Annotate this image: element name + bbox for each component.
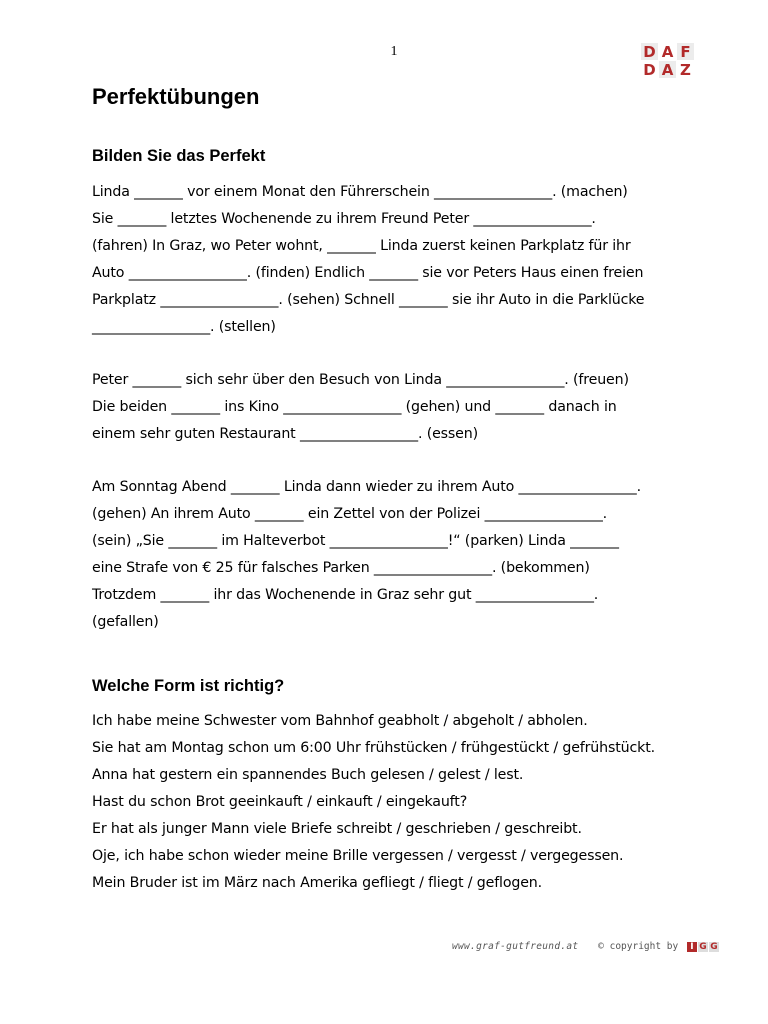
exercise-paragraph-1 [92, 179, 712, 341]
exercise-line: Auto _________________. (finden) Endlich _______ sie vor Peters Haus einen freien [92, 265, 644, 281]
exercise-line: Trotzdem _______ ihr das Wochenende in Graz sehr gut _________________. [92, 587, 599, 603]
page-number: 1 [390, 44, 398, 59]
copyright-text: © copyright by [598, 941, 679, 952]
section-heading-welche-form: Welche Form ist richtig? [92, 677, 285, 695]
exercise-line: Am Sonntag Abend _______ Linda dann wieder zu ihrem Auto _________________. [92, 479, 641, 495]
page-footer [452, 941, 719, 952]
section-heading-perfekt: Bilden Sie das Perfekt [92, 147, 266, 165]
website-link[interactable]: www.graf-gutfreund.at [452, 941, 579, 952]
page-title: Perfektübungen [92, 84, 260, 109]
choice-line: Er hat als junger Mann viele Briefe schreibt / geschrieben / geschreibt. [92, 821, 582, 837]
exercise-line: (gefallen) [92, 614, 159, 630]
choice-line: Anna hat gestern ein spannendes Buch gelesen / gelest / lest. [92, 767, 524, 783]
logo-letter: A [659, 61, 676, 78]
exercise-line: einem sehr guten Restaurant _________________. (essen) [92, 426, 478, 442]
exercise-paragraph-3 [92, 474, 712, 636]
choice-line: Sie hat am Montag schon um 6:00 Uhr frühstücken / frühgestückt / gefrühstückt. [92, 740, 655, 756]
exercise-line: Parkplatz _________________. (sehen) Schnell _______ sie ihr Auto in die Parklücke [92, 292, 645, 308]
logo-letter: D [641, 61, 658, 78]
exercise-line: (fahren) In Graz, wo Peter wohnt, _______ Linda zuerst keinen Parkplatz für ihr [92, 238, 631, 254]
exercise-line: Linda _______ vor einem Monat den Führerschein _________________. (machen) [92, 184, 628, 200]
choice-line: Ich habe meine Schwester vom Bahnhof geabholt / abgeholt / abholen. [92, 713, 588, 729]
daf-daz-logo [641, 43, 694, 78]
choice-line: Hast du schon Brot geeinkauft / einkauft / eingekauft? [92, 794, 468, 810]
igg-logo-letter: G [699, 941, 707, 952]
logo-letter: A [659, 43, 676, 60]
choice-line: Mein Bruder ist im März nach Amerika gefliegt / fliegt / geflogen. [92, 875, 543, 891]
exercise-line: Peter _______ sich sehr über den Besuch von Linda _________________. (freuen) [92, 372, 629, 388]
exercise-line: Die beiden _______ ins Kino _________________ (gehen) und _______ danach in [92, 399, 617, 415]
igg-logo [687, 942, 719, 952]
exercise-paragraph-2 [92, 367, 712, 448]
igg-logo-letter: I [687, 942, 697, 952]
logo-letter: Z [677, 61, 694, 78]
exercise-line: (gehen) An ihrem Auto _______ ein Zettel von der Polizei _________________. [92, 506, 608, 522]
logo-letter: F [677, 43, 694, 60]
exercise-line: Sie _______ letztes Wochenende zu ihrem Freund Peter _________________. [92, 211, 596, 227]
igg-logo-letter: G [710, 941, 718, 952]
exercise-line: _________________. (stellen) [92, 319, 276, 335]
exercise-line: eine Strafe von € 25 für falsches Parken _________________. (bekommen) [92, 560, 590, 576]
logo-letter: D [641, 43, 658, 60]
exercise-line: (sein) „Sie _______ im Halteverbot _________________!“ (parken) Linda _______ [92, 533, 619, 549]
choice-line: Oje, ich habe schon wieder meine Brille vergessen / vergesst / vergegessen. [92, 848, 624, 864]
choice-exercise [92, 708, 712, 897]
